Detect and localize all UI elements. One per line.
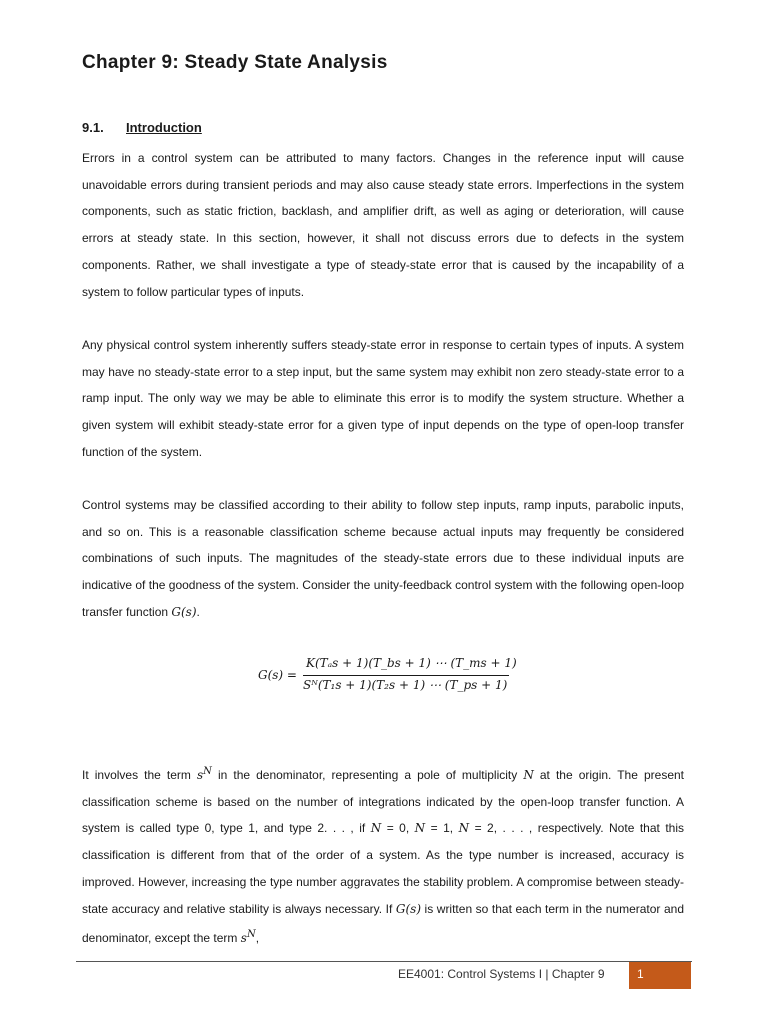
equation-denominator: Sᴺ(T₁s + 1)(T₂s + 1) ⋯ (T_ps + 1) xyxy=(303,678,508,692)
p4-text-2: in the denominator, representing a pole of multiplicity xyxy=(211,768,524,782)
equation-numerator: K(Tₐs + 1)(T_bs + 1) ⋯ (T_ms + 1) xyxy=(306,656,517,670)
chapter-title: Chapter 9: Steady State Analysis xyxy=(82,52,388,73)
paragraph-2: Any physical control system inherently suffers steady-state error in response to certain types of inputs. A system may have no steady-state error to a step input, but the same system may exhibit non zero steady-state error to a ramp input. The only way we may be able to eliminate this error is to modify the system structure. Whether a given system will exhibit steady-state error for a given type of input depends on the type of open-loop transfer function of the system. xyxy=(82,338,684,459)
transfer-function-equation xyxy=(0,652,768,698)
p4-text-4: = 0, xyxy=(381,821,415,836)
p4-text-1: It involves the term xyxy=(82,768,197,782)
inline-math-n: N xyxy=(370,821,382,836)
inline-math-n: N xyxy=(458,821,470,836)
inline-math-gs: G(s) xyxy=(171,604,197,619)
math-superscript-n: N xyxy=(246,929,256,941)
paragraph-3-tail: . xyxy=(196,604,200,619)
section-title: Introduction xyxy=(126,120,202,135)
fraction-bar xyxy=(303,675,509,676)
paragraph-3 xyxy=(82,492,684,626)
inline-math-sn xyxy=(197,768,212,782)
footer-text: EE4001: Control Systems I | Chapter 9 xyxy=(398,967,605,981)
inline-math-gs: G(s) xyxy=(395,901,421,916)
inline-math-sn xyxy=(241,931,256,945)
inline-math-n: N xyxy=(523,768,534,782)
equation-lhs: G(s) = xyxy=(258,668,297,682)
math-s: s xyxy=(196,768,204,782)
inline-math-n: N xyxy=(414,821,426,836)
page-number-badge xyxy=(629,962,691,989)
paragraph-1: Errors in a control system can be attributed to many factors. Changes in the reference input will cause unavoidable errors during transient periods and may also cause steady state errors. Imperfections in the system components, such as static friction, backlash, and amplifier drift, as well as aging or deterioration, will cause errors at steady state. In this section, however, it shall not discuss errors due to defects in the system components. Rather, we shall investigate a type of steady-state error that is caused by the incapability of a system to follow particular types of inputs. xyxy=(82,151,684,299)
page-number: 1 xyxy=(637,967,644,981)
paragraph-3-text: Control systems may be classified according to their ability to follow step inputs, ramp inputs, parabolic inputs, and so on. This is a reasonable classification scheme because actual inputs may frequently be considered combinations of such inputs. The magnitudes of the steady-state errors due to these individual inputs are indicative of the goodness of the system. Consider the unity-feedback control system with the following open-loop transfer function xyxy=(82,498,684,619)
p4-text-5: = 1, xyxy=(425,821,459,836)
p4-text-3: at the origin. The present classification scheme is based on the number of integrations indicated by the open-loop transfer function. A system is called type 0, type 1, and type 2. . . , if xyxy=(82,768,685,836)
p4-text-7: is written so that each term in the numerator and denominator, except the term xyxy=(82,901,684,946)
p4-text-8: , xyxy=(255,931,260,946)
math-superscript-n: N xyxy=(203,766,212,777)
footer-divider xyxy=(76,961,692,962)
math-s: s xyxy=(240,931,247,946)
paragraph-4 xyxy=(82,759,684,952)
section-heading xyxy=(82,120,202,135)
p4-text-6: = 2, . . . , respectively. Note that this classification is different from that of the order of a system. As the type number is increased, accuracy is improved. However, increasing the type number aggravates the stability problem. A compromise between steady-state accuracy and relative stability is always necessary. If xyxy=(82,821,684,916)
section-number: 9.1. xyxy=(82,120,104,135)
